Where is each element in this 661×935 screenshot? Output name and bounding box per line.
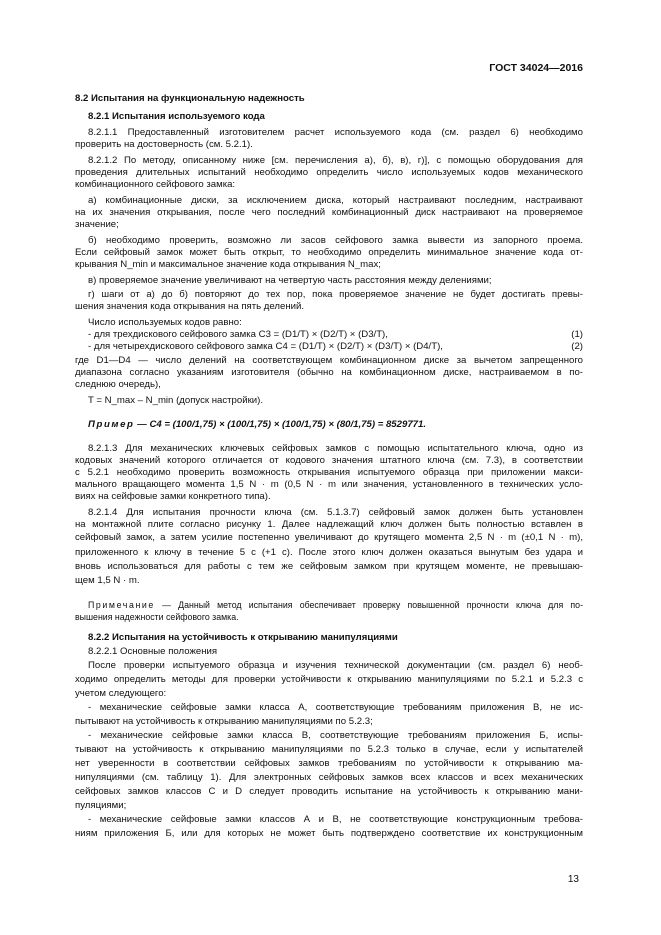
paragraph-line: где D1—D4 — число делений на соответствующем комбинационном диске за вычетом запрещенного bbox=[75, 355, 583, 366]
paragraph-line: пытывают на устойчивость к открыванию манипуляциями по 5.2.3; bbox=[75, 716, 373, 727]
equation-number-1: (1) bbox=[571, 329, 583, 340]
page-number: 13 bbox=[567, 874, 579, 885]
example-text: — C4 = (100/1,75) × (100/1,75) × (100/1,75) × (80/1,75) = 8529771. bbox=[134, 419, 426, 430]
section-heading-8-2-1: 8.2.1 Испытания используемого кода bbox=[88, 111, 265, 122]
paragraph-line: 8.2.1.2 По методу, описанному ниже [см. перечисления а), б), в), г)], с помощью оборудования для bbox=[88, 155, 583, 166]
paragraph-line: 8.2.1.1 Предоставленный изготовителем расчет используемого кода (см. раздел 6) необходимо bbox=[88, 127, 583, 138]
list-item: - механические сейфовые замки классов А и В, не соответствующие конструкционным требова- bbox=[88, 814, 583, 825]
paragraph-line: приложенного к ключу в течение 5 с (+1 с). После этого ключ должен оказаться вынутым без удара и bbox=[75, 547, 583, 558]
subsection-heading: 8.2.2.1 Основные положения bbox=[88, 646, 218, 657]
paragraph-line: значение; bbox=[75, 219, 119, 230]
formula-four-disc: - для четырехдискового сейфового замка C4 = (D1/T) × (D2/T) × (D3/T) × (D4/T), bbox=[88, 341, 443, 352]
paragraph-line: виях на сейфовые замки конкретного типа). bbox=[75, 491, 271, 502]
paragraph-line: учетом следующего: bbox=[75, 688, 167, 699]
paragraph-line: тывают на устойчивость к открыванию манипуляциями по 5.2.3 только в случае, если у испытателей bbox=[75, 744, 583, 755]
note-line: вышения надежности сейфового замка. bbox=[75, 612, 239, 622]
paragraph-line: проверить на достоверность (см. 5.2.1). bbox=[75, 139, 253, 150]
paragraph-line: проведения длительных испытаний необходимо определить число используемых кодов механического bbox=[75, 167, 583, 178]
note-line bbox=[88, 599, 583, 611]
paragraph-line: сейфовых замков классов С и D следует проводить испытание на устойчивость к открыванию мани- bbox=[75, 786, 583, 797]
paragraph-line: Число используемых кодов равно: bbox=[88, 317, 242, 328]
section-heading-8-2: 8.2 Испытания на функциональную надежность bbox=[75, 93, 305, 104]
list-item: - механические сейфовые замки класса А, соответствующие требованиям приложения В, не ис- bbox=[88, 702, 583, 713]
example-label: Пример bbox=[88, 419, 135, 430]
equation-number-2: (2) bbox=[571, 341, 583, 352]
paragraph-line: комбинационного сейфового замка: bbox=[75, 179, 236, 190]
tolerance-formula: T = N_max – N_min (допуск настройки). bbox=[88, 395, 264, 406]
list-item-d: г) шаги от а) до б) повторяют до тех пор, пока проверяемое значение не будет достигать превы- bbox=[88, 289, 583, 300]
paragraph-line: на их значения открывания, после чего последний комбинационный диск настраивают на проверяемое bbox=[75, 207, 583, 218]
paragraph-line: шения значения кода открывания на пять делений. bbox=[75, 301, 305, 312]
paragraph-line: 8.2.1.3 Для механических ключевых сейфовых замков с помощью испытательного ключа, одно из bbox=[88, 443, 583, 454]
paragraph-line: щем 1,5 N · m. bbox=[75, 575, 140, 586]
paragraph-line: сейфовый замок, а затем усилие постепенно увеличивают до крутящего момента 2,5 N · m (±0,1 N · m), bbox=[75, 532, 583, 543]
paragraph-line: ниям приложения Б, или для которых не может быть подтверждено соответствие их конструкционным bbox=[75, 828, 583, 839]
paragraph-line: После проверки испытуемого образца и изучения технической документации (см. раздел 6) необ- bbox=[88, 660, 583, 671]
paragraph-line: на монтажной плите согласно рисунку 1. Далее надлежащий ключ должен быть полностью вставлен в bbox=[75, 519, 583, 530]
list-item-c: в) проверяемое значение увеличивают на четвертую часть расстояния между делениями; bbox=[88, 275, 492, 286]
note-label: Примечание bbox=[88, 600, 155, 610]
paragraph-line: крывания N_min и максимальное значение кода открывания N_max; bbox=[75, 259, 381, 270]
paragraph-line: кодовых значений которого отличается от кодового значения штатного ключа (см. 7.3), в соответствии bbox=[75, 455, 583, 466]
paragraph-line: ходимо определить методы для проверки устойчивости к открыванию манипуляциями по 5.2.1 и 5.2.3 с bbox=[75, 674, 583, 685]
note-text: — Данный метод испытания обеспечивает проверку повышенной прочности ключа для по- bbox=[154, 600, 583, 610]
paragraph-line: следнюю очередь), bbox=[75, 379, 161, 390]
paragraph-line: пуляциями; bbox=[75, 800, 127, 811]
section-heading-8-2-2: 8.2.2 Испытания на устойчивость к открыванию манипуляциями bbox=[88, 632, 398, 643]
paragraph-line: мального вращающего момента 1,5 N · m (0,5 N · m или значения, установленного в технических усло- bbox=[75, 479, 583, 490]
paragraph-line: с 5.2.1 необходимо проверить возможность открывания испытуемого образца при приложении макси- bbox=[75, 467, 583, 478]
list-item-a: а) комбинационные диски, за исключением диска, который настраивают последним, настраивают bbox=[88, 195, 583, 206]
example-line bbox=[88, 419, 426, 431]
standard-header: ГОСТ 34024—2016 bbox=[489, 62, 583, 74]
list-item: - механические сейфовые замки класса В, соответствующие требованиям приложения Б, испы- bbox=[88, 730, 583, 741]
list-item-b: б) необходимо проверить, возможно ли засов сейфового замка вывести из запорного проема. bbox=[88, 235, 583, 246]
paragraph-line: диапазона согласно указаниям изготовителя (обычно на комбинационном диске, настраиваемом в по- bbox=[75, 367, 583, 378]
formula-three-disc: - для трехдискового сейфового замка C3 = (D1/T) × (D2/T) × (D3/T), bbox=[88, 329, 388, 340]
paragraph-line: нет уверенности в соответствии сейфовых замков требованиям по устойчивости к открыванию ма- bbox=[75, 758, 583, 769]
paragraph-line: 8.2.1.4 Для испытания прочности ключа (см. 5.1.3.7) сейфовый замок должен быть установлен bbox=[88, 507, 583, 518]
paragraph-line: вновь использоваться для работы с тем же сейфовым замком при крутящем моменте, не превышаю- bbox=[75, 561, 583, 572]
paragraph-line: Если сейфовый замок может быть открыт, то необходимо определить минимальное значение кода от- bbox=[75, 247, 583, 258]
paragraph-line: нипуляциями (см. таблицу 1). Для электронных сейфовых замков всех классов и всех механических bbox=[75, 772, 583, 783]
